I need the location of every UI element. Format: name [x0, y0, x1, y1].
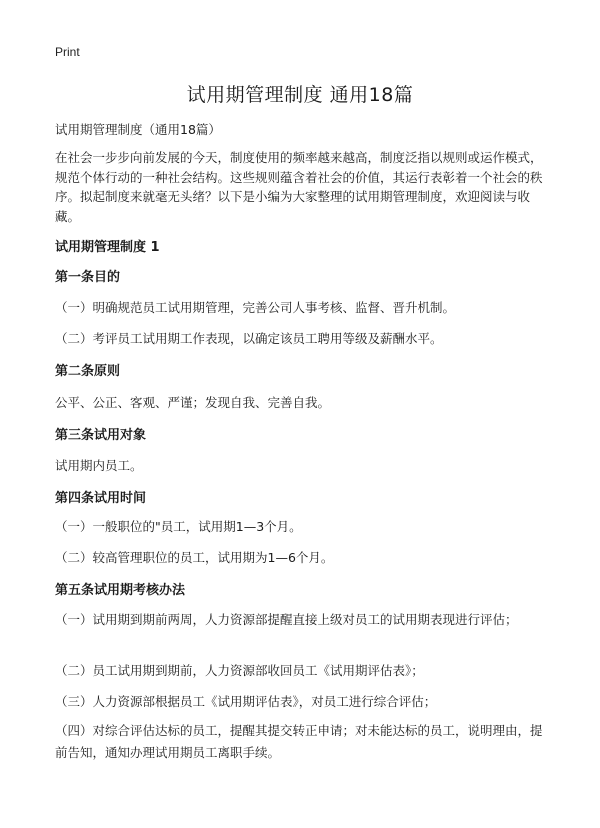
article-item: （二）员工试用期到期前，人力资源部收回员工《试用期评估表》；: [55, 663, 424, 678]
article-heading: 第五条试用期考核办法: [55, 583, 186, 598]
article-item: （一）明确规范员工试用期管理，完善公司人事考核、监督、晋升机制。: [55, 300, 456, 315]
article-heading: 第二条原则: [55, 364, 121, 379]
intro-paragraph: 在社会一步步向前发展的今天，制度使用的频率越来越高，制度泛指以规则或运作模式，规范个体行动的一种社会结构。这些规则蕴含着社会的价值，其运行表彰着一个社会的秩序。拟起制度来就毫无头绪？以下是小编为大家整理的试用期管理制度，欢迎阅读与收藏。: [55, 150, 543, 224]
section-heading: 试用期管理制度 1: [55, 240, 160, 255]
page-title: 试用期管理制度 通用18篇: [186, 84, 414, 106]
article-item: （一）试用期到期前两周，人力资源部提醒直接上级对员工的试用期表现进行评估；: [55, 612, 518, 627]
article-item: （一）一般职位的"员工，试用期1—3个月。: [55, 519, 302, 534]
article-item: （二）较高管理职位的员工，试用期为1—6个月。: [55, 550, 334, 565]
article-text: 试用期内员工。: [55, 458, 143, 473]
print-link[interactable]: Print: [55, 45, 80, 59]
article-item: （四）对综合评估达标的员工，提醒其提交转正申请；对未能达标的员工，说明理由，提前告知，通知办理试用期员工离职手续。: [55, 723, 543, 760]
article-heading: 第一条目的: [55, 270, 121, 285]
article-item: （二）考评员工试用期工作表现，以确定该员工聘用等级及薪酬水平。: [55, 331, 443, 346]
article-heading: 第四条试用时间: [55, 491, 147, 506]
article-item: （三）人力资源部根据员工《试用期评估表》，对员工进行综合评估；: [55, 694, 437, 709]
document-subtitle: 试用期管理制度（通用18篇）: [55, 122, 221, 137]
article-heading: 第三条试用对象: [55, 428, 147, 443]
article-text: 公平、公正、客观、严谨；发现自我、完善自我。: [55, 395, 331, 410]
